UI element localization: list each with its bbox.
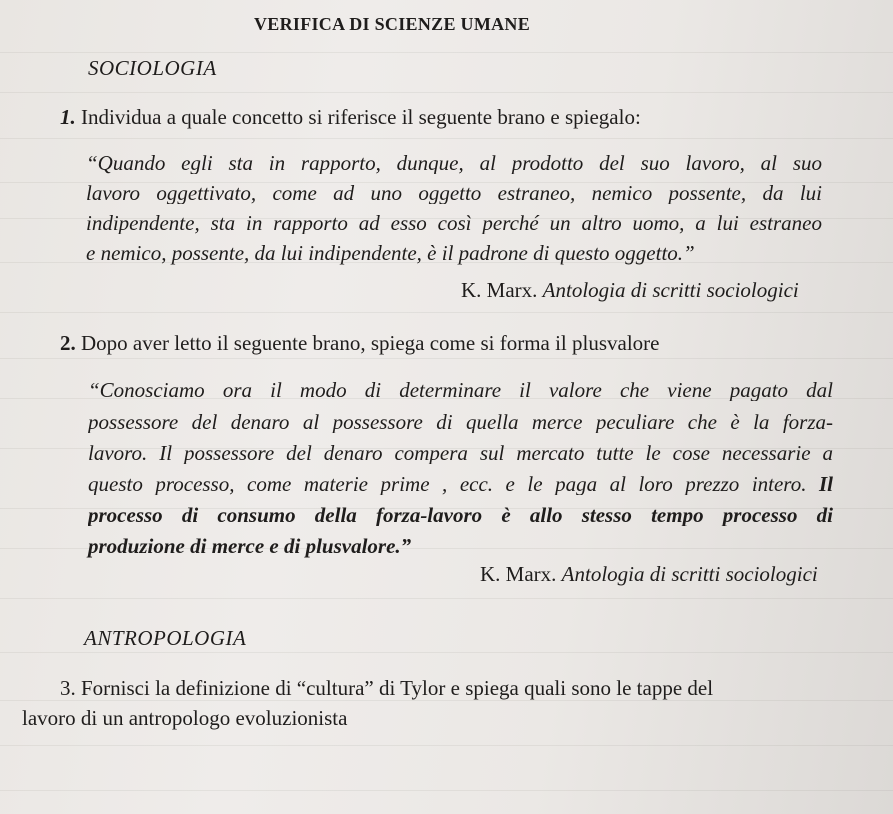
quote-2-bold-line-2: produzione di merce e di plusvalore.”: [88, 534, 412, 558]
question-2-number: 2.: [60, 331, 76, 355]
quote-2-source: [480, 564, 818, 585]
question-1-number: 1.: [60, 105, 76, 129]
question-1-text: Individua a quale concetto si riferisce il seguente brano e spiegalo:: [81, 105, 641, 129]
question-3-number: 3.: [60, 676, 76, 700]
quote-2-line-4: [88, 474, 833, 495]
quote-2-source-author: K. Marx.: [480, 562, 557, 586]
question-3-text-line-1: Fornisci la definizione di “cultura” di Tylor e spiega quali sono le tappe del: [81, 676, 714, 700]
quote-1-source-author: K. Marx.: [461, 278, 538, 302]
quote-2-line-2: possessore del denaro al possessore di quella merce peculiare che è la forza-: [88, 412, 833, 433]
question-3-prompt: [60, 678, 713, 699]
quote-1-line-3: indipendente, sta in rapporto ad esso così perché un altro uomo, a lui estraneo: [86, 213, 822, 234]
question-2-prompt: [60, 333, 660, 354]
quote-2-line-1: “Conosciamo ora il modo di determinare il valore che viene pagato dal: [88, 380, 833, 401]
question-2-text: Dopo aver letto il seguente brano, spiega come si forma il plusvalore: [81, 331, 660, 355]
quote-2-bold-start: Il: [818, 474, 833, 495]
quote-1-source-book: Antologia di scritti sociologici: [542, 278, 799, 302]
quote-1-line-4: e nemico, possente, da lui indipendente, è il padrone di questo oggetto.”: [86, 241, 695, 265]
quote-2-bold-line-1: processo di consumo della forza-lavoro è allo stesso tempo processo di: [88, 505, 833, 526]
quote-1-line-2: lavoro oggettivato, come ad uno oggetto estraneo, nemico possente, da lui: [86, 183, 822, 204]
quote-2-source-book: Antologia di scritti sociologici: [561, 562, 818, 586]
section-heading-sociologia: SOCIOLOGIA: [88, 56, 217, 80]
quote-1-source: [461, 280, 799, 301]
question-3-text-line-2: lavoro di un antropologo evoluzionista: [22, 706, 348, 730]
page-title: VERIFICA DI SCIENZE UMANE: [254, 14, 531, 34]
quote-2-line-4-text: questo processo, come materie prime , ecc. e le paga al loro prezzo intero.: [88, 474, 807, 495]
quote-1-line-1: “Quando egli sta in rapporto, dunque, al prodotto del suo lavoro, al suo: [86, 153, 822, 174]
section-heading-antropologia: ANTROPOLOGIA: [84, 626, 247, 650]
quote-2-line-3: lavoro. Il possessore del denaro compera sul mercato tutte le cose necessarie a: [88, 443, 833, 464]
question-1-prompt: [60, 107, 641, 128]
